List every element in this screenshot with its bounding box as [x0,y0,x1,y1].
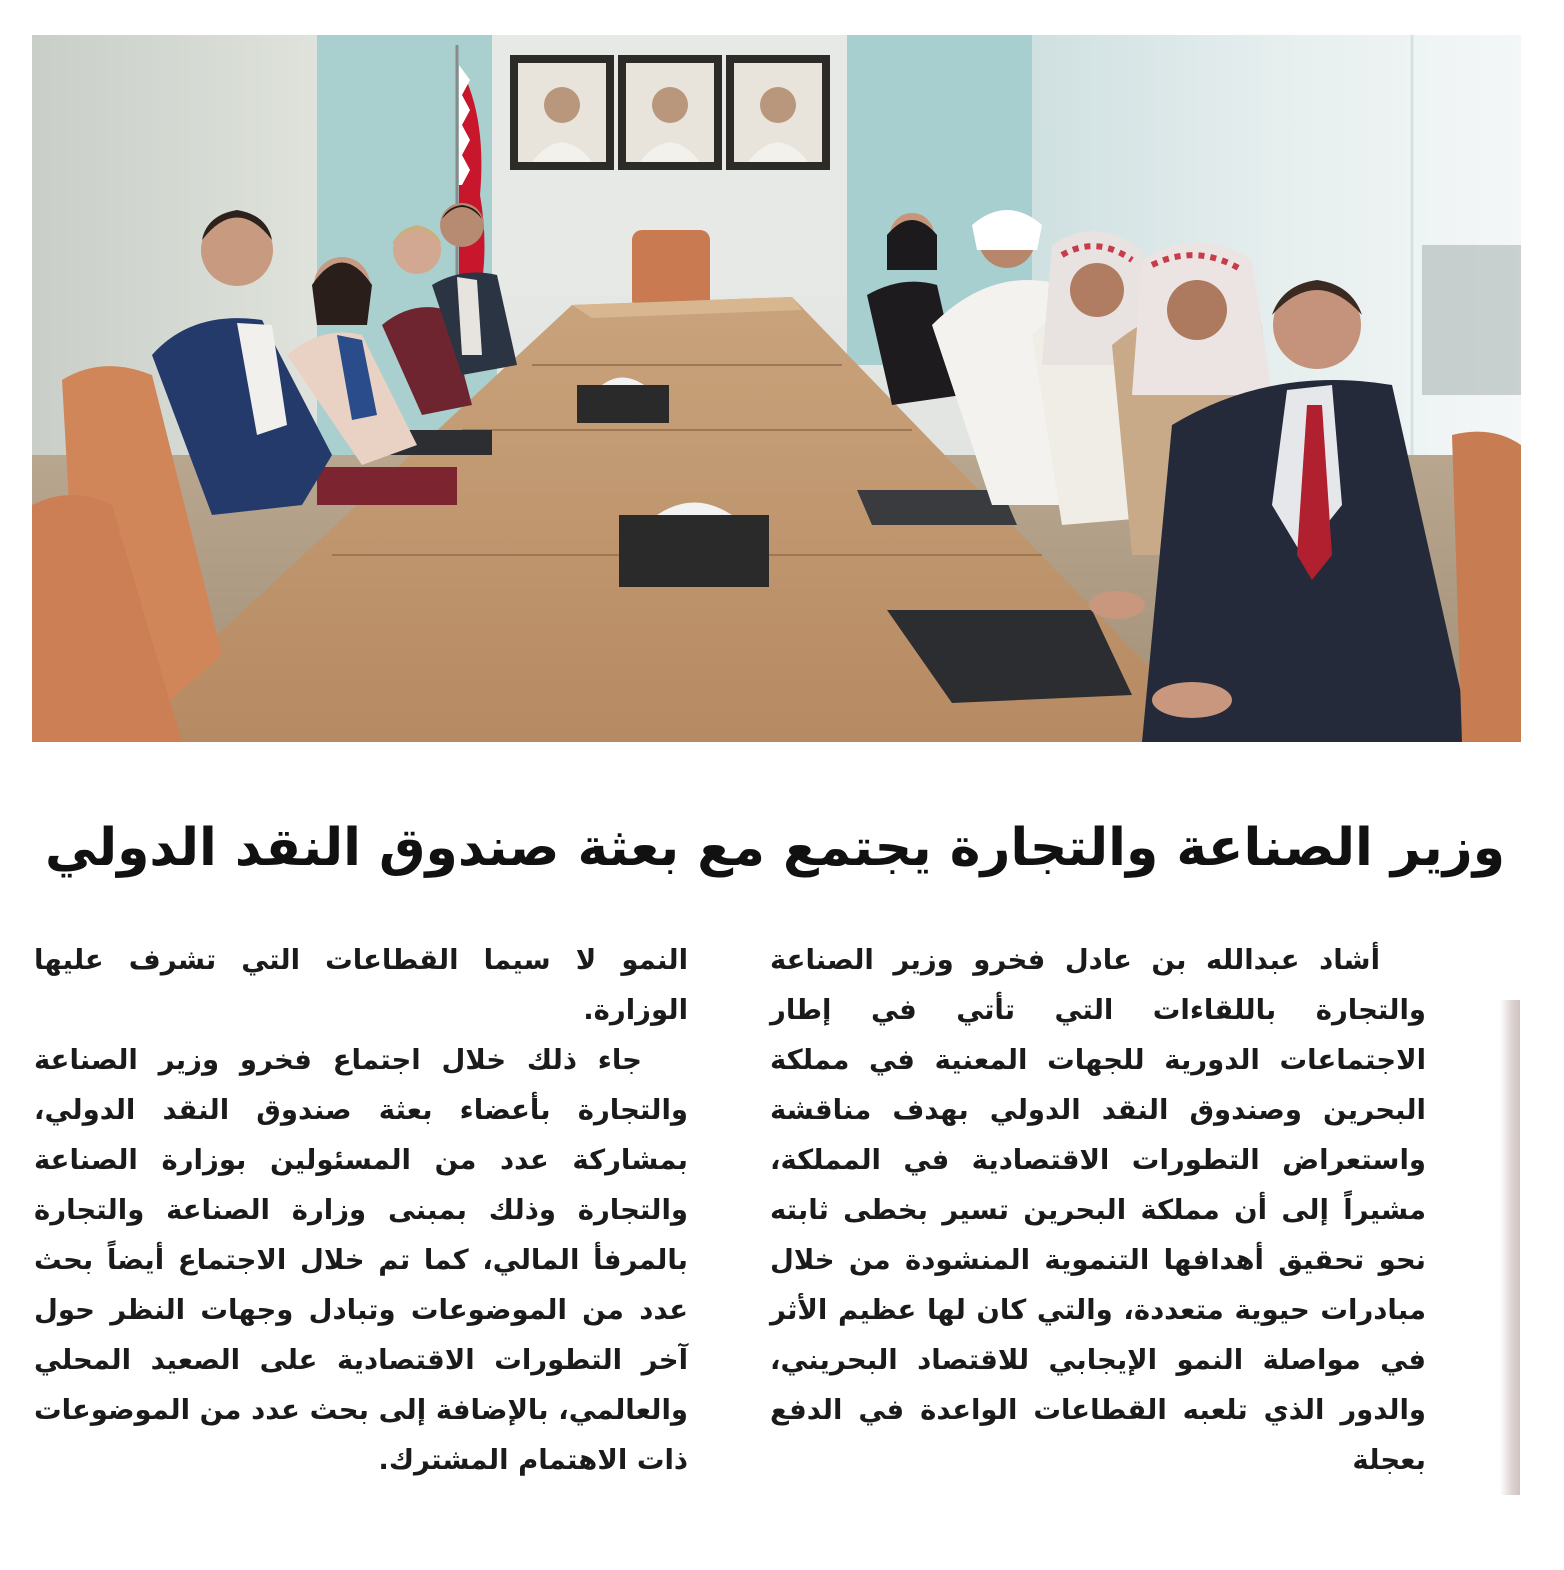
article-column-left [34,935,688,1485]
article-column-right [770,935,1426,1485]
paragraph-2: جاء ذلك خلال اجتماع فخرو وزير الصناعة والتجارة بأعضاء بعثة صندوق النقد الدولي، بمشاركة عدد من المسئولين بوزارة الصناعة والتجارة وذلك بمبنى وزارة الصناعة والتجارة بالمرفأ المالي، كما تم خلال الاجتماع أيضاً بحث عدد من الموضوعات وتبادل وجهات النظر حول آخر التطورات الاقتصادية على الصعيد المحلي والعالمي، بالإضافة إلى بحث عدد من الموضوعات ذات الاهتمام المشترك. [34,1044,688,1476]
headline: وزير الصناعة والتجارة يجتمع مع بعثة صندوق النقد الدولي [44,818,1506,878]
meeting-photo [32,35,1521,742]
paragraph-1: أشاد عبدالله بن عادل فخرو وزير الصناعة والتجارة باللقاءات التي تأتي في إطار الاجتماعات الدورية للجهات المعنية في مملكة البحرين وصندوق النقد الدولي بهدف مناقشة واستعراض التطورات الاقتصادية في المملكة، مشيراً إلى أن مملكة البحرين تسير بخطى ثابته نحو تحقيق أهدافها التنموية المنشودة من خلال مبادرات حيوية متعددة، والتي كان لها عظيم الأثر في مواصلة النمو الإيجابي للاقتصاد البحريني، والدور الذي تلعبه القطاعات الواعدة في الدفع بعجلة [770,944,1426,1476]
meeting-photo-illustration [32,35,1521,742]
page-edge-shadow [1500,1000,1520,1495]
portraits [510,55,830,170]
paragraph-1-continuation: النمو لا سيما القطاعات التي تشرف عليها الوزارة. [34,944,688,1026]
